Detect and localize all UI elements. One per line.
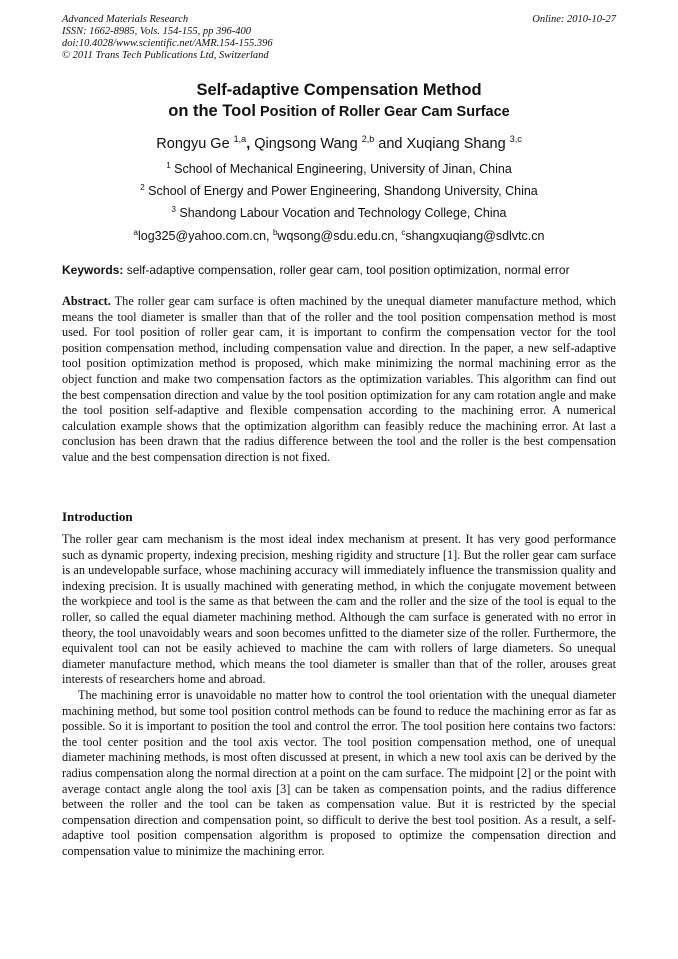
abstract-label: Abstract.	[62, 294, 111, 308]
issn-line: ISSN: 1662-8985, Vols. 154-155, pp 396-400	[62, 26, 251, 37]
email-link[interactable]: log325@yahoo.com.cn,	[137, 229, 273, 243]
doi-line: doi:10.4028/www.scientific.net/AMR.154-155.396	[62, 38, 273, 49]
copyright-line: © 2011 Trans Tech Publications Ltd, Switzerland	[62, 50, 269, 61]
keywords	[62, 263, 618, 277]
author-name: Qingsong Wang	[254, 136, 362, 152]
journal-header	[62, 14, 273, 62]
introduction-body	[62, 532, 616, 859]
title-line-2: on the Tool Position of Roller Gear Cam Surface	[168, 102, 510, 120]
affiliation: $^2$ School of Energy and Power Engineering, Shandong University, China	[140, 183, 538, 198]
affiliation: $^1$ School of Mechanical Engineering, University of Jinan, China	[166, 161, 512, 176]
online-date: Online: 2010-10-27	[532, 14, 616, 25]
paper-title	[0, 80, 678, 123]
email-link[interactable]: shangxuqiang@sdlvtc.cn	[405, 229, 545, 243]
abstract	[62, 294, 616, 466]
author-name: Xuqiang Shang	[406, 136, 510, 152]
affiliation: $^3$ Shandong Labour Vocation and Technology College, China	[171, 205, 507, 220]
journal-name: Advanced Materials Research	[62, 14, 189, 25]
paragraph: The machining error is unavoidable no matter how to control the tool orientation with the unequal diameter machining method, but some tool position control methods can be found to reduce the machining error as far as possible. So it is important to position the tool and control the error. The tool position here contains two factors: the tool center position and the tool axis vector. The tool position compensation method, one of unequal diameter machining methods, is most often discussed at present, in which a new tool axis can be derived by the radius compensation along the normal direction at a point on the cam surface. The midpoint [2] or the point with average contact angle along the tool axis [3] can be taken as compensation points, and the radius difference between the roller and the tool can be taken as compensation value. But it is restricted by the special compensation direction and compensation point, so difficult to derive the best tool position. As a result, a self-adaptive tool position compensation algorithm is proposed to optimize the compensation direction and compensation value to minimize the machining error.	[62, 687, 616, 858]
title-line-1: Self-adaptive Compensation Method	[196, 81, 482, 99]
email-list: $^a$log325@yahoo.com.cn, $^b$wqsong@sdu.edu.cn, $^c$shangxuqiang@sdlvtc.cn	[133, 228, 545, 243]
author-list: Rongyu Ge $^{1,a}$, Qingsong Wang $^{2,b}$ and Xuqiang Shang $^{3,c}$	[156, 134, 522, 152]
section-heading-introduction: Introduction	[62, 509, 133, 524]
author-name: Rongyu Ge	[156, 136, 234, 152]
keywords-label: Keywords:	[62, 263, 124, 277]
email-link[interactable]: wqsong@sdu.edu.cn,	[277, 229, 402, 243]
paragraph: The roller gear cam mechanism is the most ideal index mechanism at present. It has very good performance such as dynamic property, indexing precision, meshing rigidity and structure [1]. But the roller gear cam surface is an undevelopable surface, whose machining accuracy will immediately influence the transmission quality and indexing precision. It is usually machined with generating method, in which the conjugate movement between the workpiece and tool is the same as that between the cam and the roller and the size of the tool is equal to the roller, so called the equal diameter machining method. Although the cam surface is generated with no error in theory, the tool unavoidably wears and soon becomes unfitted to the diameter size of the roller. Furthermore, the equivalent tool can not be easily achieved to machine the cam with rollers of large diameters. So unequal diameter manufacture method, which means the tool diameter is smaller than that of the roller, arouses great interests of researchers home and abroad.	[62, 532, 616, 687]
keywords-text: self-adaptive compensation, roller gear cam, tool position optimization, normal error	[123, 263, 570, 277]
abstract-text: The roller gear cam surface is often machined by the unequal diameter manufacture method, which means the tool diameter is smaller than that of the roller and the tool position compensation method is most used. For tool position of roller gear cam, it is important to confirm the compensation vector for the tool position compensation method, including compensation value and direction. In the paper, a new self-adaptive tool position optimization method is proposed, which make minimizing the normal machining error as the object function and make two compensation factors as the optimization variables. This algorithm can find out the best compensation direction and value by the tool position optimization for any cam rotation angle and make the tool position self-adaptive and flexible compensation according to the machining error. A numerical calculation example shows that the optimization algorithm can feasibly reduce the machining error. At last a conclusion has been drawn that the radius difference between the tool and the roller is the best compensation value and the best compensation direction is not fixed.	[62, 294, 616, 464]
